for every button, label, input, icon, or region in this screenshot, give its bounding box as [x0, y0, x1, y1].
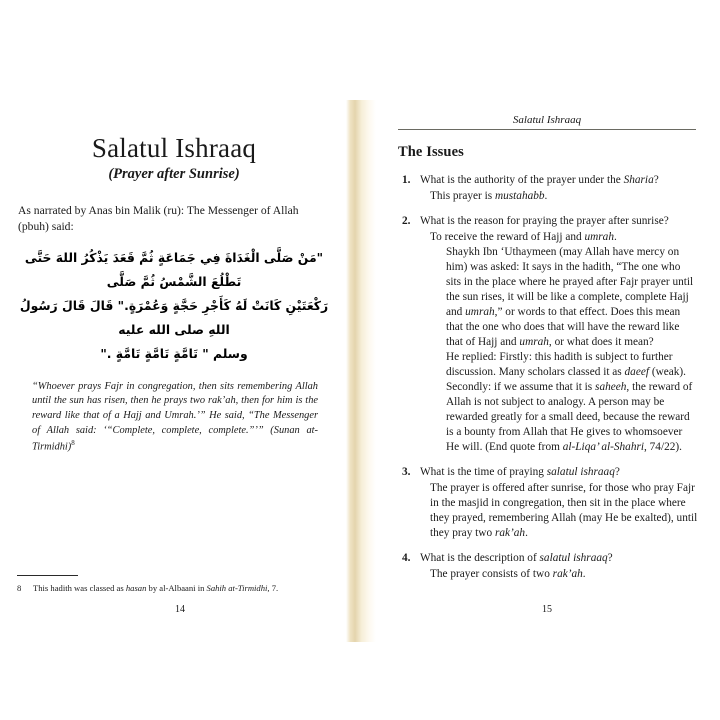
issue-question-italic: salatul ishraaq — [539, 552, 608, 565]
quote-p1-italic-umrah-2: umrah — [519, 336, 549, 349]
issue-question — [420, 173, 698, 188]
footnote-segment-2: by al-Albaani in — [146, 583, 207, 593]
hadith-translation — [32, 380, 318, 455]
issue-answer-post: . — [582, 568, 586, 581]
issue-answer-italic: mustahabb — [494, 190, 545, 203]
issue-question — [420, 551, 698, 566]
footnote-marker: 8 — [71, 438, 75, 447]
running-head: Salatul Ishraaq — [512, 114, 582, 126]
issue-question — [420, 214, 698, 229]
scholar-quote-paragraph-1 — [446, 245, 698, 350]
issue-answer-post: . — [525, 527, 528, 540]
issue-answer — [430, 189, 698, 204]
right-page — [374, 100, 720, 642]
list-item — [420, 551, 698, 582]
issue-answer — [430, 481, 698, 541]
arabic-hadith — [16, 246, 332, 367]
left-page — [0, 100, 348, 642]
quote-p1-segment-c: , or what does it mean? — [548, 336, 654, 349]
footnote — [17, 583, 330, 594]
issue-question-post: ? — [653, 174, 659, 186]
arabic-line-3: وسلم " تَامَّةٍ تَامَّةٍ تَامَّةٍ ." — [100, 346, 248, 362]
quote-p2-italic-daeef: daeef — [624, 366, 649, 379]
list-item — [420, 465, 698, 541]
footnote-number: 8 — [17, 583, 22, 593]
issue-answer-lead-pre: To receive the reward of Hajj and — [430, 231, 585, 244]
list-item — [420, 214, 698, 455]
footnote-italic-source: Sahih at-Tirmidhi — [206, 583, 268, 593]
issue-answer-italic: rak’ah — [552, 568, 583, 581]
issue-question-post: ? — [614, 466, 620, 479]
footnote-segment-1: This hadith was classed as — [33, 583, 126, 593]
scholar-quote-paragraph-2 — [446, 350, 698, 455]
quote-p2-segment-b: (weak). Secondly: if we assume that it is — [446, 366, 687, 394]
issue-question — [420, 465, 698, 480]
issue-answer-lead-italic: umrah — [584, 231, 614, 244]
issue-question-pre: What is the description of — [420, 552, 540, 565]
issue-answer-pre: This prayer is — [430, 190, 495, 203]
quote-p2-segment-a: He replied: Firstly: this hadith is subject to further discussion. Many scholars classed it as — [446, 351, 673, 379]
hadith-translation-text: “Whoever prays Fajr in congregation, then sits remembering Allah until the sun has risen, then he prays two rak’ah, then for him is the reward like that of a Hajj and Umrah.’” He said, “The Messenger of Allah said: ‘“Complete, complete, complete.”’” (Sunan at-Tirmidhi) — [32, 380, 318, 453]
issue-answer-pre: The prayer consists of two — [430, 568, 553, 581]
page-number-right: 15 — [542, 604, 552, 615]
chapter-title: Salatul Ishraaq — [91, 133, 257, 163]
issue-answer-lead-post: . — [613, 231, 617, 244]
issue-question-italic: Sharia — [623, 174, 654, 186]
issue-question-pre: What is the reason for praying the prayer after sunrise? — [420, 215, 669, 228]
issue-question-pre: What is the time of praying — [420, 466, 547, 479]
quote-p2-italic-saheeh: saheeh — [595, 381, 627, 394]
issue-answer-pre: The prayer is offered after sunrise, for those who pray Fajr in the masjid in congregation, then sit in the place where they prayed, remembering Allah (may He be exalted), until they pray two — [430, 482, 698, 540]
section-heading: The Issues — [398, 144, 464, 160]
arabic-line-2: رَكْعَتَيْنِ كَانَتْ لَهُ كَأَجْرِ حَجَّةٍ وَعُمْرَةٍ." قَالَ قَالَ رَسُولُ اللهِ صلى الله عليه — [19, 298, 329, 338]
page-number-left: 14 — [175, 604, 185, 615]
quote-p1-segment-a: Shaykh Ibn ‘Uthaymeen (may Allah have mercy on him) was asked: It says in the hadith, “The one who sits in the place where he prayed after Fajr prayer until the sun rises, it will be like a complete, complete Hajj and — [446, 246, 694, 319]
narration-intro: As narrated by Anas bin Malik (ru): The Messenger of Allah (pbuh) said: — [18, 204, 299, 233]
footnote-separator-rule — [17, 575, 78, 576]
issue-question-italic: salatul ishraaq — [546, 466, 615, 479]
quote-p2-segment-c: , the reward of Allah is not subject to analogy. A person may be rewarded greatly for a small deed, because the reward is a bounty from Allah that He gives to whomsoever He will. (End quote from — [446, 381, 693, 454]
issue-question-pre: What is the authority of the prayer under the — [420, 174, 624, 186]
book-gutter-shadow — [346, 100, 376, 642]
arabic-line-1: "مَنْ صَلَّى الْغَدَاةَ فِي جَمَاعَةٍ ثُمَّ قَعَدَ يَذْكُرُ اللهَ حَتَّى تَطْلُعَ الشَّمْسُ ثُمَّ صَلَّى — [24, 249, 324, 289]
quote-p1-italic-umrah-1: umrah — [465, 306, 495, 319]
issue-answer-italic: rak’ah — [494, 527, 526, 540]
quote-p2-italic-source: al-Liqa’ al-Shahri — [562, 441, 644, 454]
issue-answer-post: . — [544, 190, 548, 203]
running-head-rule — [398, 129, 696, 130]
chapter-subtitle: (Prayer after Sunrise) — [108, 166, 240, 183]
issue-question-post: ? — [607, 552, 613, 565]
issues-list — [398, 173, 698, 582]
quote-p1-segment-b: ,” or words to that effect. Does this mean that the one who does that will have the reward like that of Hajj and — [446, 306, 681, 349]
list-item — [420, 173, 698, 204]
issue-answer — [430, 567, 698, 582]
issue-answer-lead — [430, 230, 698, 245]
quote-p2-segment-d: , 74/22). — [644, 441, 682, 454]
footnote-italic-hasan: hasan — [125, 583, 147, 593]
footnote-text — [33, 583, 278, 594]
footnote-segment-3: , 7. — [267, 583, 279, 593]
